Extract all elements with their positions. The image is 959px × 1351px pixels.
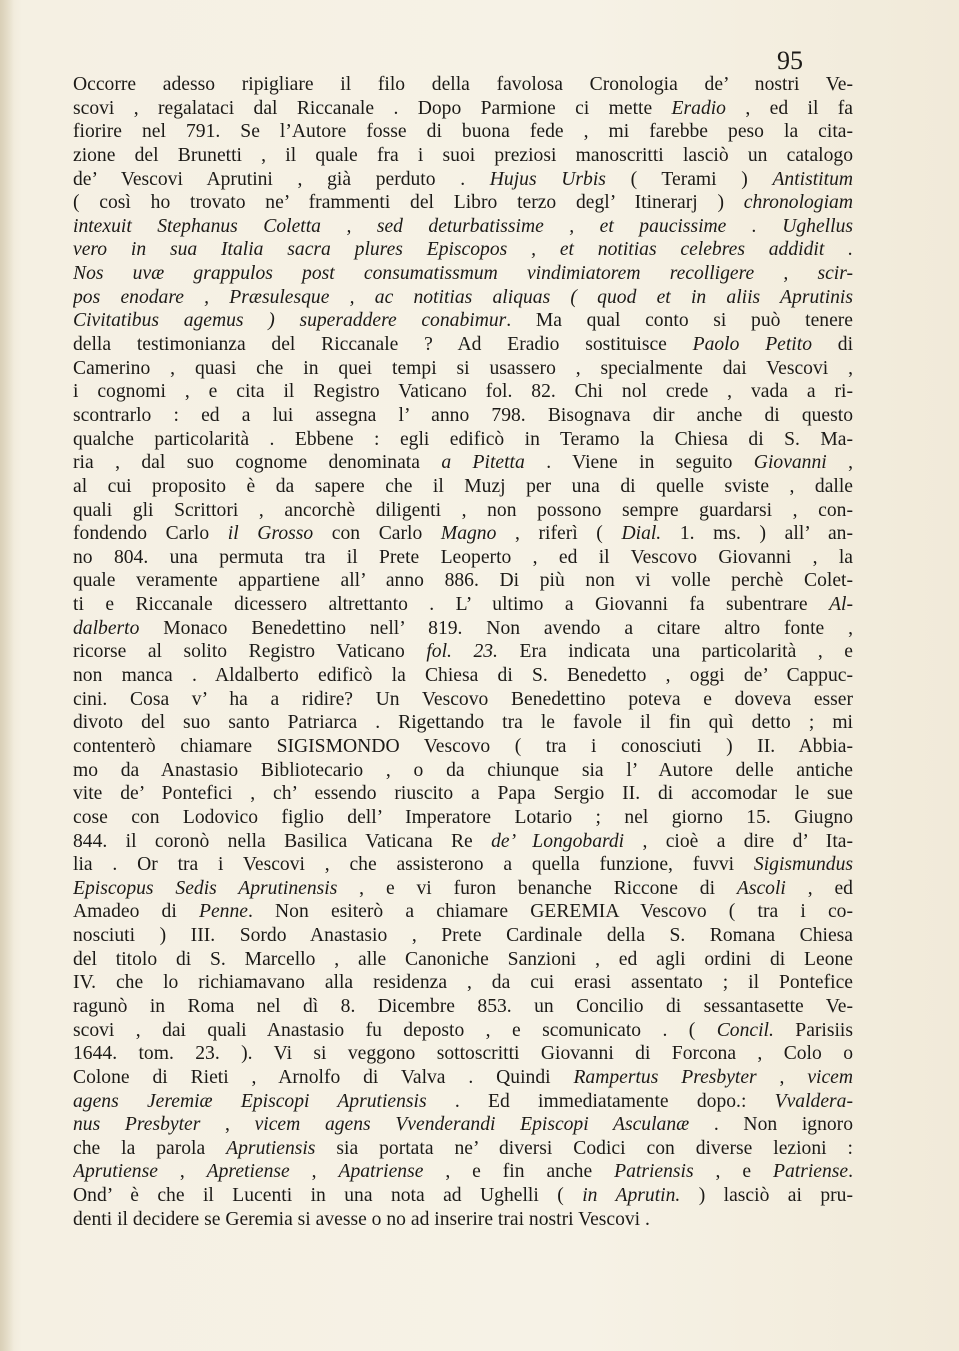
text-segment: denti il decidere se Geremia si avesse o no ad inserire trai nostri Vescovi . [73,1208,650,1230]
italic-text: intexuit Stephanus Coletta , sed deturbatissime , et paucissime . Ughellus [73,215,853,237]
text-segment: fiorire nel 791. Se l’Autore fosse di buona fede , mi farebbe peso la cita- [73,121,853,143]
text-segment: . [848,1161,853,1183]
text-line [73,1066,853,1090]
text-line [73,971,853,995]
text-line [73,1042,853,1066]
text-line [73,475,853,499]
italic-text: de’ Longobardi [491,830,625,852]
text-line [73,830,853,854]
text-segment: Occorre adesso ripigliare il filo della favolosa Cronologia de’ nostri Ve- [73,74,853,95]
italic-text: Ascoli [736,877,786,899]
italic-text: Eradio [671,97,726,119]
text-segment: , e fin anche [423,1161,615,1183]
text-segment: ) lasciò ai pru- [680,1185,853,1207]
text-segment: 844. il coronò nella Basilica Vaticana Re [73,830,492,852]
italic-text: Dial. [621,523,662,545]
text-segment: , ed il fa [725,97,853,119]
italic-text: Antistitum [772,168,853,190]
text-line [73,617,853,641]
text-line [73,569,853,593]
text-segment: quali gli Scrittori , ancorchè diligenti , non possono sempre guardarsi , con- [73,499,853,521]
text-segment: . Ma qual conto si può tenere [506,310,853,332]
text-segment: ricorse al solito Registro Vaticano [73,641,427,663]
text-line [73,711,853,735]
text-segment: , [289,1161,339,1183]
text-segment: 1. ms. ) all’ an- [661,523,853,545]
text-line [73,1113,853,1137]
text-segment: Monaco Benedettino nell’ 819. Non avendo a citare altro fonte , [139,617,853,639]
text-line [73,806,853,830]
text-line [73,924,853,948]
text-line [73,759,853,783]
text-segment: Colone di Rieti , Arnolfo di Valva . Quindi [73,1066,574,1088]
italic-text: Giovanni [753,452,827,474]
italic-text: nus Presbyter [73,1114,201,1136]
italic-text: chronologiam [743,192,853,214]
text-segment: ( Terami ) [605,168,773,190]
text-segment: ( così ho trovato ne’ frammenti del Libro terzo degl’ Itinerarj ) [73,192,744,214]
text-segment: , riferì ( [496,523,622,545]
text-line [73,73,853,97]
italic-text: Apatriense [338,1161,424,1183]
italic-text: il Grosso [227,523,314,545]
italic-text: Apretiense [206,1161,290,1183]
text-segment: . Viene in seguito [524,452,754,474]
text-segment: cose con Lodovico figlio dell’ Imperatore Lotario ; nel giorno 15. Giugno [73,806,853,828]
text-line [73,262,853,286]
text-segment: , [756,1066,808,1088]
text-segment: nosciuti ) III. Sordo Anastasio , Prete Cardinale della S. Romana Chiesa [73,925,853,947]
text-line [73,309,853,333]
italic-text: a Pitetta [441,452,525,474]
text-segment: ti e Riccanale dicessero altrettanto . L’ ultimo a Giovanni fa subentrare [73,594,830,616]
text-line [73,404,853,428]
italic-text: Penne [198,901,248,923]
text-line [73,640,853,664]
text-line [73,1184,853,1208]
text-line [73,877,853,901]
text-segment: 1644. tom. 23. ). Vi si veggono sottoscritti Giovanni di Forcona , Colo o [73,1043,853,1065]
text-segment: vite de’ Pontefici , ch’ essendo riuscito a Papa Sergio II. di accomodar le sue [73,783,853,805]
text-segment: che la parola [73,1137,227,1159]
text-line [73,900,853,924]
italic-text: vicem agens Vvenderandi Episcopi Asculanæ [254,1114,690,1136]
text-segment: qualche particolarità . Ebbene : egli edificò in Teramo la Chiesa di S. Ma- [73,428,853,450]
text-line [73,357,853,381]
text-line [73,522,853,546]
italic-text: fol. 23. [426,641,498,663]
text-line [73,144,853,168]
text-segment: , [200,1114,255,1136]
text-line [73,593,853,617]
text-line [73,191,853,215]
text-segment: mo da Anastasio Bibliotecario , o da chiunque sia l’ Autore delle antiche [73,759,853,781]
italic-text: Vvaldera- [774,1090,853,1112]
text-segment: IV. che lo richiamavano alla residenza , da cui erasi assentato ; il Pontefice [73,972,853,994]
text-segment: zione del Brunetti , il quale fra i suoi preziosi manoscritti lasciò un catalogo [73,144,853,166]
italic-text: Sigismundus [753,854,853,876]
text-line [73,451,853,475]
text-segment: , e [693,1161,773,1183]
text-segment: sia portata ne’ diversi Codici con diverse lezioni : [315,1137,853,1159]
text-segment: Camerino , quasi che in quei tempi si usassero , specialmente dai Vescovi , [73,357,853,379]
text-segment: de’ Vescovi Aprutini , già perduto . [73,168,490,190]
text-segment: scovi , regalataci dal Riccanale . Dopo Parmione ci mette [73,97,672,119]
italic-text: in Aprutin. [582,1185,681,1207]
text-segment: scontrarlo : ed a lui assegna l’ anno 798. Bisognava dir anche di questo [73,404,853,426]
italic-text: vicem [807,1066,853,1088]
text-line [73,1160,853,1184]
text-line [73,238,853,262]
text-line [73,1137,853,1161]
page-gutter-shadow [0,0,14,1351]
body-text [73,73,853,1231]
text-line [73,428,853,452]
text-segment: ragunò in Roma nel dì 8. Dicembre 853. un Concilio di sessantasette Ve- [73,995,853,1017]
italic-text: pos enodare , Præsulesque , ac notitias aliquas ( quod et in aliis Aprutinis [73,286,853,308]
text-line [73,499,853,523]
text-line [73,333,853,357]
italic-text: Aprutiense [73,1161,158,1183]
text-line [73,120,853,144]
italic-text: Episcopus Sedis Aprutinensis [73,877,338,899]
text-segment: Amadeo di [73,901,199,923]
text-segment: di [812,334,853,356]
text-segment: divoto del suo santo Patriarca . Rigettando tra le favole il fin quì detto ; mi [73,712,853,734]
text-line [73,948,853,972]
text-line [73,782,853,806]
text-segment: scovi , dai quali Anastasio fu deposto , e scomunicato . ( [73,1019,717,1041]
text-line [73,688,853,712]
text-segment: del titolo di S. Marcello , alle Canoniche Sanzioni , ed agli ordini di Leone [73,948,853,970]
text-segment: , [157,1161,207,1183]
text-line [73,168,853,192]
text-line [73,286,853,310]
italic-text: Paolo Petito [692,334,812,356]
text-line [73,1019,853,1043]
italic-text: Concil. [716,1019,774,1041]
text-segment: , [826,452,853,474]
text-line [73,1090,853,1114]
text-segment: al cui proposito è da sapere che il Muzj per una di quelle sviste , dalle [73,475,853,497]
text-line [73,853,853,877]
italic-text: Patriense [772,1161,849,1183]
italic-text: Al- [829,594,853,616]
text-line [73,1208,853,1232]
text-segment: i cognomi , e cita il Registro Vaticano fol. 82. Chi nol crede , vada a ri- [73,381,853,403]
italic-text: Rampertus Presbyter [573,1066,757,1088]
page-number: 95 [777,46,803,75]
text-segment: . Ed immediatamente dopo.: [426,1090,775,1112]
text-segment: , cioè a dire d’ Ita- [624,830,853,852]
text-segment: cini. Cosa v’ ha a ridire? Un Vescovo Benedettino poteva e doveva esser [73,688,853,710]
text-line [73,546,853,570]
text-line [73,735,853,759]
italic-text: Hujus Urbis [489,168,606,190]
text-line [73,97,853,121]
italic-text: Nos uvæ grappulos post consumatissmum vindimiatorem recolligere , scir- [73,263,853,285]
text-line [73,380,853,404]
text-segment: ria , dal suo cognome denominata [73,452,442,474]
text-segment: contenterò chiamare SIGISMONDO Vescovo ( tra i conosciuti ) II. Abbia- [73,735,853,757]
italic-text: Magno [440,523,497,545]
italic-text: Civitatibus agemus ) superaddere conabimur [73,310,507,332]
text-segment: lia . Or tra i Vescovi , che assisterono a quella funzione, fuvvi [73,854,754,876]
text-segment: con Carlo [313,523,441,545]
text-segment: non manca . Aldalberto edificò la Chiesa di S. Benedetto , oggi de’ Cappuc- [73,665,853,687]
text-segment: , ed [785,877,853,899]
text-line [73,995,853,1019]
italic-text: dalberto [73,617,140,639]
text-segment: fondendo Carlo [73,523,228,545]
text-segment: no 804. una permuta tra il Prete Leoperto , ed il Vescovo Giovanni , la [73,546,853,568]
italic-text: agens Jeremiæ Episcopi Aprutiensis [73,1090,427,1112]
text-segment: Ond’ è che il Lucenti in una nota ad Ughelli ( [73,1185,583,1207]
text-segment: . Non esiterò a chiamare GEREMIA Vescovo ( tra i co- [247,901,853,923]
text-line [73,215,853,239]
text-segment: , e vi furon benanche Riccone di [337,877,737,899]
text-segment: della testimonianza del Riccanale ? Ad Eradio sostituisce [73,334,693,356]
text-segment: Era indicata una particolarità , e [497,641,853,663]
text-segment: . Non ignoro [689,1114,853,1136]
text-segment: Parisiis [773,1019,853,1041]
italic-text: Patriensis [614,1161,694,1183]
italic-text: vero in sua Italia sacra plures Episcopos , et notitias celebres addidit . [73,239,853,261]
text-segment: quale veramente appartiene all’ anno 886. Di più non vi volle perchè Colet- [73,570,853,592]
italic-text: Aprutiensis [226,1137,316,1159]
text-line [73,664,853,688]
